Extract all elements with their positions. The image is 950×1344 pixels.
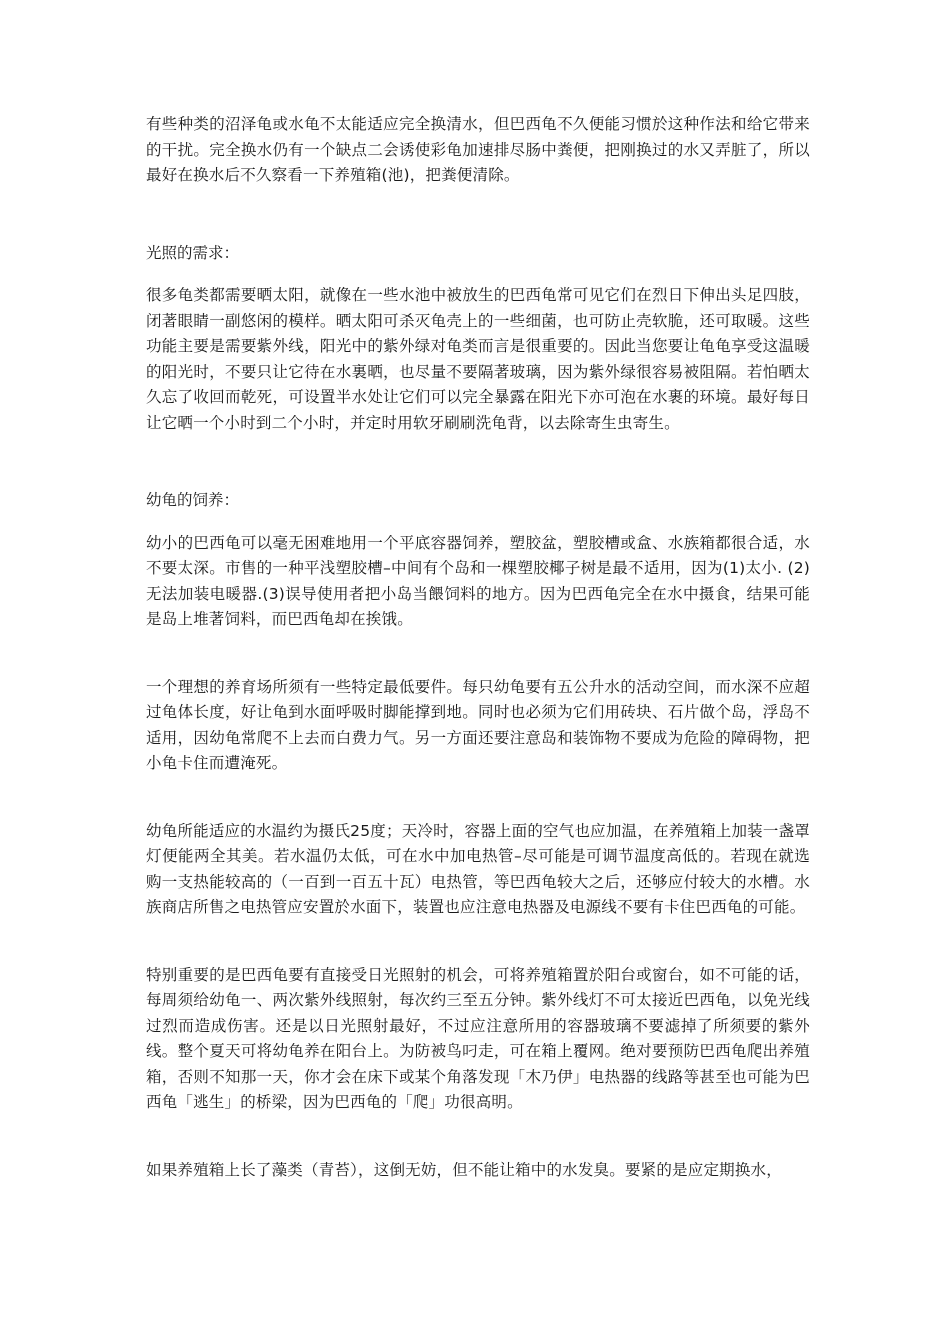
paragraph-water-change: 有些种类的沼泽龟或水龟不太能适应完全换清水，但巴西龟不久便能习惯於这种作法和给它带来的干扰。完全换水仍有一个缺点二会诱使彩龟加速排尽肠中粪便，把刚换过的水又弄脏了，所以最好在换水后不久察看一下养殖箱(池)，把粪便清除。 [146, 115, 810, 184]
paragraph-container: 幼小的巴西龟可以毫无困难地用一个平底容器饲养，塑胶盆，塑胶槽或盒、水族箱都很合适，水不要太深。市售的一种平浅塑胶槽–中间有个岛和一棵塑胶椰子树是最不适用，因为(1)太小. (2)无法加装电暖器.(3)误导使用者把小岛当餵饲料的地方。因为巴西龟完全在水中摄食，结果可能是岛上堆著饲料，而巴西龟却在挨饿。 [146, 533, 810, 628]
paragraph-uv-exposure: 特别重要的是巴西龟要有直接受日光照射的机会，可将养殖箱置於阳台或窗台，如不可能的话，每周须给幼龟一、两次紫外线照射，每次约三至五分钟。紫外线灯不可太接近巴西龟，以免光线过烈而造成伤害。还是以日光照射最好，不过应注意所用的容器玻璃不要滤掉了所须要的紫外线。整个夏天可将幼龟养在阳台上。为防被鸟叼走，可在箱上覆网。绝对要预防巴西龟爬出养殖箱，否则不知那一天，你才会在床下或某个角落发现「木乃伊」电热器的线路等甚至也可能为巴西龟「逃生」的桥梁，因为巴西龟的「爬」功很高明。 [146, 965, 810, 1111]
heading-young-turtle-care: 幼龟的饲养： [146, 491, 240, 509]
paragraph-algae: 如果养殖箱上长了藻类（青苔），这倒无妨，但不能让箱中的水发臭。要紧的是应定期换水， [146, 1160, 782, 1179]
paragraph-water-temperature: 幼龟所能适应的水温约为摄氏25度；天冷时，容器上面的空气也应加温，在养殖箱上加装一盏罩灯便能两全其美。若水温仍太低，可在水中加电热管–尽可能是可调节温度高低的。若现在就选购一支热能较高的（一百到一百五十瓦）电热管，等巴西龟较大之后，还够应付较大的水槽。水族商店所售之电热管应安置於水面下，装置也应注意电热器及电源线不要有卡住巴西龟的可能。 [146, 821, 810, 916]
heading-light-requirement: 光照的需求： [146, 243, 240, 262]
paragraph-sunlight: 很多龟类都需要晒太阳，就像在一些水池中被放生的巴西龟常可见它们在烈日下伸出头足四肢，闭著眼睛一副悠闲的模样。晒太阳可杀灭龟壳上的一些细菌，也可防止壳软脆，还可取暖。这些功能主要是需要紫外线，阳光中的紫外绿对龟类而言是很重要的。因此当您要让龟龟享受这温暖的阳光时，不要只让它待在水裏晒，也尽量不要隔著玻璃，因为紫外绿很容易被阻隔。若怕晒太久忘了收回而乾死，可设置半水处让它们可以完全暴露在阳光下亦可泡在水裹的环境。最好每日让它晒一个小时到二个小时，并定时用软牙刷刷洗龟背，以去除寄生虫寄生。 [146, 286, 810, 432]
paragraph-habitat: 一个理想的养育场所须有一些特定最低要件。每只幼龟要有五公升水的活动空间，而水深不应超过龟体长度，好让龟到水面呼吸时脚能撑到地。同时也必须为它们用砖块、石片做个岛，浮岛不适用，因幼龟常爬不上去而白费力气。另一方面还要注意岛和装饰物不要成为危险的障碍物，把小龟卡住而遭淹死。 [146, 677, 810, 772]
document-body [146, 112, 810, 1183]
